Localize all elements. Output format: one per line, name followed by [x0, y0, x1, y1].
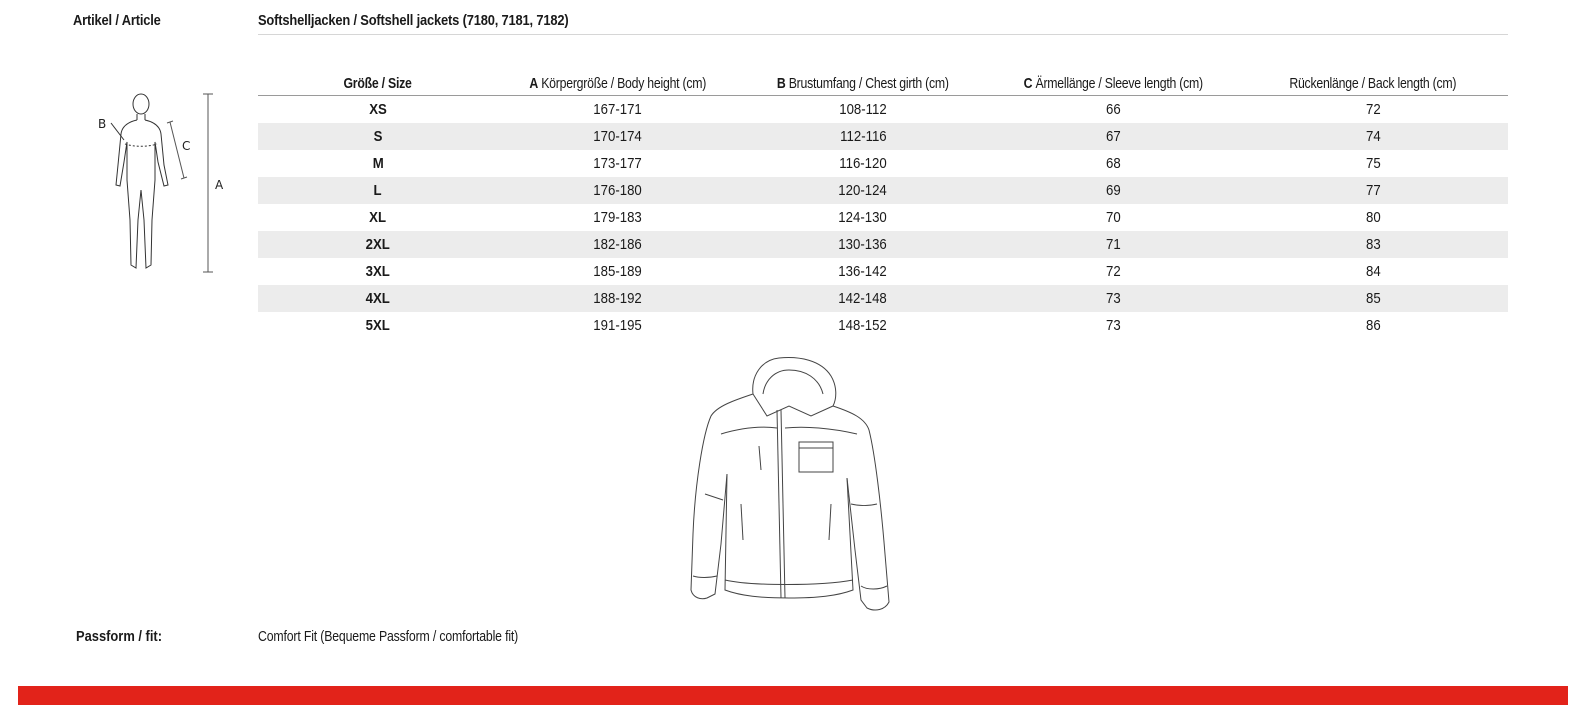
table-row: [258, 123, 1508, 150]
table-row: [258, 204, 1508, 231]
back-cell: 84: [1365, 263, 1381, 280]
height-cell: 167-171: [593, 101, 643, 118]
header-divider: [258, 34, 1508, 35]
chest-cell: 130-136: [738, 231, 988, 258]
chest-cell: 142-148: [738, 285, 988, 312]
figure-label-a: A: [215, 178, 224, 192]
size-cell: 3XL: [365, 263, 391, 280]
sleeve-cell: 73: [988, 285, 1238, 312]
size-cell: L: [258, 177, 498, 204]
header-body-height: A Körpergröße / Body height (cm): [498, 68, 738, 96]
chest-cell: 148-152: [838, 317, 888, 334]
height-cell: 191-195: [593, 317, 643, 334]
height-cell: 176-180: [498, 177, 738, 204]
height-cell: 185-189: [593, 263, 643, 280]
chest-cell: 124-130: [838, 209, 888, 226]
size-cell: XL: [369, 209, 387, 226]
sleeve-cell: 68: [1105, 155, 1121, 172]
back-cell: 75: [1365, 155, 1381, 172]
size-cell: 2XL: [258, 231, 498, 258]
header-back-length: Rückenlänge / Back length (cm): [1238, 68, 1508, 96]
sleeve-cell: 73: [1105, 317, 1121, 334]
back-cell: 80: [1365, 209, 1381, 226]
article-label: Artikel / Article: [73, 12, 161, 29]
sleeve-cell: 71: [988, 231, 1238, 258]
back-cell: 86: [1365, 317, 1381, 334]
sleeve-cell: 69: [988, 177, 1238, 204]
sleeve-cell: 72: [1105, 263, 1121, 280]
figure-label-b: B: [98, 117, 107, 131]
size-cell: XS: [369, 101, 387, 118]
sleeve-cell: 70: [1105, 209, 1121, 226]
table-row: [258, 285, 1508, 312]
header-size: Größe / Size: [258, 68, 498, 96]
table-row: [258, 96, 1508, 124]
header-chest-girth: B Brustumfang / Chest girth (cm): [738, 68, 988, 96]
size-chart-table: [258, 68, 1508, 339]
back-cell: 77: [1238, 177, 1508, 204]
body-measurement-figure: [94, 90, 234, 280]
table-row: [258, 150, 1508, 177]
height-cell: 173-177: [593, 155, 643, 172]
table-header-row: [258, 68, 1508, 96]
height-cell: 179-183: [593, 209, 643, 226]
size-cell: 4XL: [258, 285, 498, 312]
back-cell: 72: [1365, 101, 1381, 118]
sleeve-cell: 66: [1105, 101, 1121, 118]
fit-label: Passform / fit:: [76, 628, 163, 645]
table-row: [258, 312, 1508, 339]
chest-cell: 112-116: [738, 123, 988, 150]
size-cell: 5XL: [365, 317, 391, 334]
chest-cell: 116-120: [839, 155, 887, 172]
table-row: [258, 177, 1508, 204]
back-cell: 85: [1238, 285, 1508, 312]
height-cell: 170-174: [498, 123, 738, 150]
chest-cell: 136-142: [838, 263, 888, 280]
fit-value: Comfort Fit (Bequeme Passform / comfortable fit): [258, 628, 519, 645]
table-row: [258, 258, 1508, 285]
footer-bar: [18, 686, 1568, 705]
sleeve-cell: 67: [988, 123, 1238, 150]
jacket-illustration: [681, 354, 899, 616]
header-sleeve-length: C Ärmellänge / Sleeve length (cm): [988, 68, 1238, 96]
figure-label-c: C: [182, 139, 191, 153]
height-cell: 188-192: [498, 285, 738, 312]
article-value: Softshelljacken / Softshell jackets (7180, 7181, 7182): [258, 12, 569, 29]
chest-cell: 108-112: [839, 101, 887, 118]
size-cell: S: [258, 123, 498, 150]
back-cell: 83: [1238, 231, 1508, 258]
size-cell: M: [372, 155, 384, 172]
height-cell: 182-186: [498, 231, 738, 258]
table-row: [258, 231, 1508, 258]
chest-cell: 120-124: [738, 177, 988, 204]
back-cell: 74: [1238, 123, 1508, 150]
